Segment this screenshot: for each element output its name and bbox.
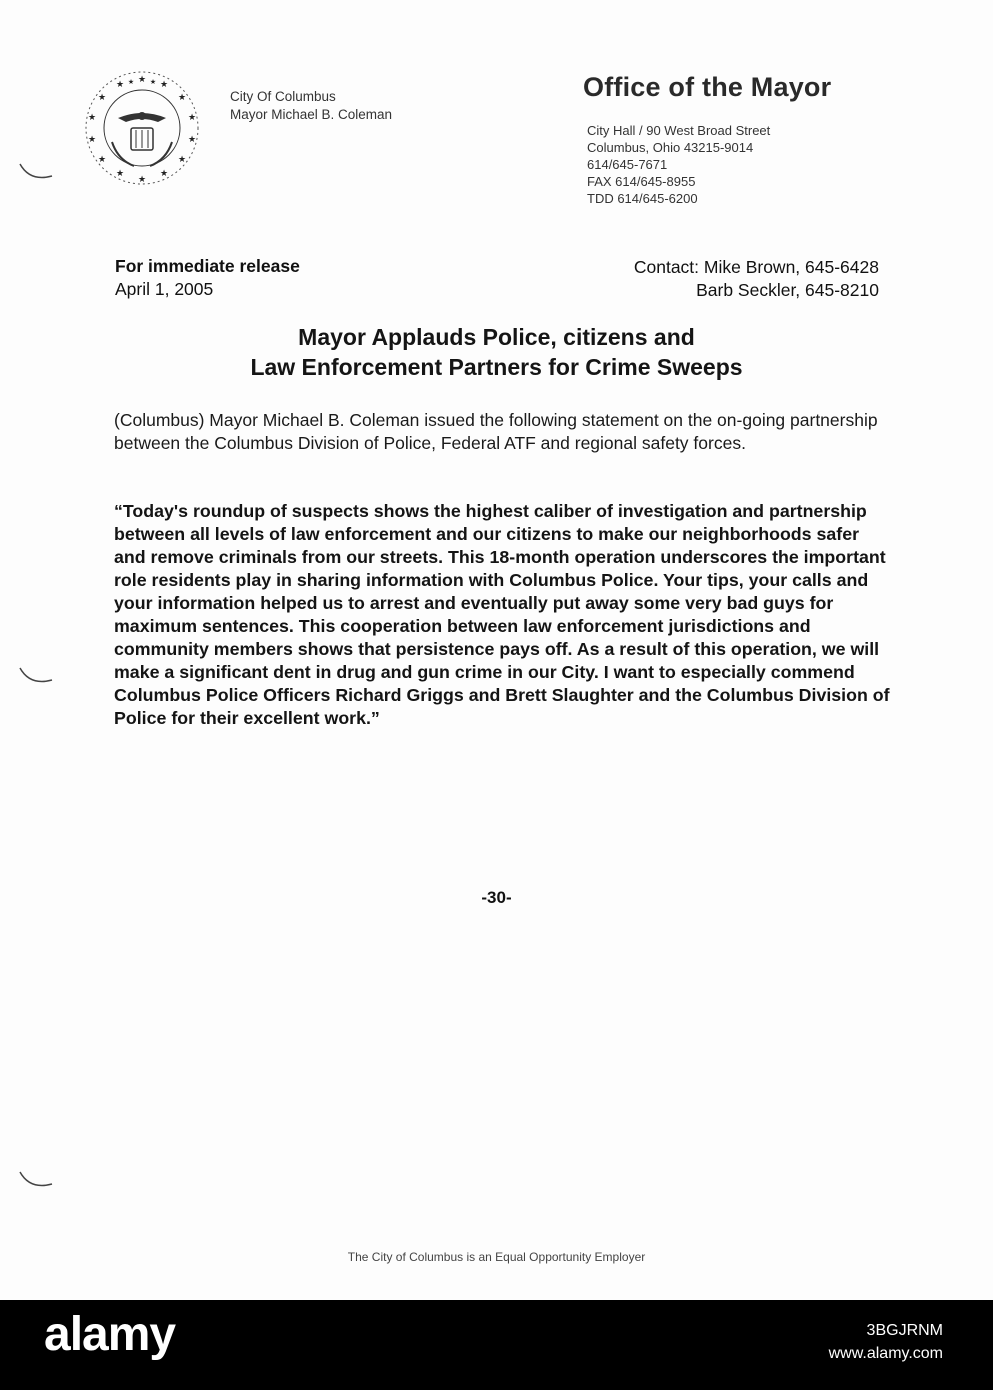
footer-note: The City of Columbus is an Equal Opportunity Employer [347,1250,646,1264]
svg-text:★: ★ [137,74,147,84]
svg-text:★: ★ [97,154,107,164]
release-date: April 1, 2005 [115,279,214,299]
office-title: Office of the Mayor [583,72,832,102]
contact-secondary: Barb Seckler, 645-8210 [696,280,879,300]
svg-text:★: ★ [159,168,169,178]
city-seal-icon [84,70,200,186]
watermark-site: www.alamy.com [828,1345,943,1362]
svg-text:★: ★ [159,79,169,89]
watermark-brand: alamy [44,1308,176,1361]
svg-text:★: ★ [87,112,97,122]
headline-line: Mayor Applauds Police, citizens and [298,324,695,350]
svg-text:★: ★ [137,174,147,184]
binder-hole-icon [18,160,56,182]
svg-text:★: ★ [187,112,197,122]
svg-text:★: ★ [97,92,107,102]
release-info [115,255,300,301]
watermark-image-id: 3BGJRNM [866,1322,943,1339]
address-line: Columbus, Ohio 43215-9014 [587,140,754,155]
address-line: City Hall / 90 West Broad Street [587,123,771,138]
headline [0,322,993,382]
city-name: City Of Columbus [230,89,336,104]
svg-text:★: ★ [149,79,157,86]
binder-hole-icon [18,1168,56,1190]
release-label: For immediate release [115,256,300,276]
office-address [587,122,770,207]
contact-info [634,256,879,302]
mayor-name: Mayor Michael B. Coleman [230,107,393,122]
headline-line: Law Enforcement Partners for Crime Sweeps [250,354,743,380]
end-mark: -30- [481,888,512,907]
svg-text:★: ★ [87,134,97,144]
city-identity [230,88,392,124]
svg-text:★: ★ [177,154,187,164]
svg-text:★: ★ [177,92,187,102]
tdd-line: TDD 614/645-6200 [587,191,698,206]
intro-paragraph: (Columbus) Mayor Michael B. Coleman issued the following statement on the on-going partnership between the Columbus Division of Police, Federal ATF and regional safety forces. [114,410,878,453]
svg-text:★: ★ [187,134,197,144]
svg-text:★: ★ [115,168,125,178]
svg-text:★: ★ [127,79,135,86]
svg-text:★: ★ [115,79,125,89]
binder-hole-icon [18,664,56,686]
contact-primary: Contact: Mike Brown, 645-6428 [633,257,879,277]
phone-line: 614/645-7671 [587,157,668,172]
mayor-quote: “Today's roundup of suspects shows the highest caliber of investigation and partnership between all levels of law enforcement and our citizens to make our neighborhoods safer and remove criminals from our streets. This 18-month operation underscores the important role residents play in sharing information with Columbus Police. Your tips, your calls and your information helped us to arrest and eventually put away some very bad guys for maximum sentences. This cooperation between law enforcement jurisdictions and community members shows that persistence pays off. As a result of this operation, we will make a significant dent in drug and gun crime in our City. I want to especially commend Columbus Police Officers Richard Griggs and Brett Slaughter and the Columbus Division of Police for their excellent work.” [114,501,890,728]
fax-line: FAX 614/645-8955 [587,174,696,189]
